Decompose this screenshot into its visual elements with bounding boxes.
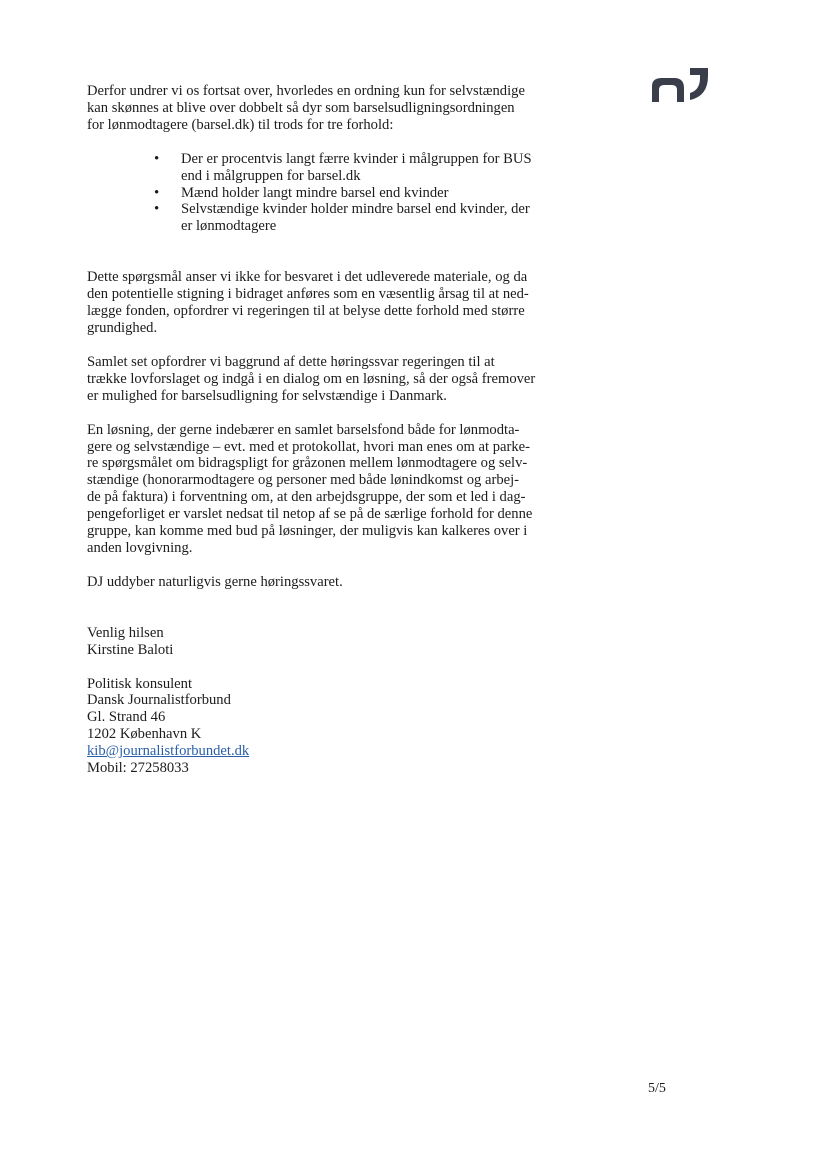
text-line: grundighed. [87,319,158,336]
text-line: • Mænd holder langt mindre barsel end kvinder [181,184,449,201]
paragraph-question [87,269,587,337]
text-line: kan skønnes at blive over dobbelt så dyr som barselsudligningsordningen [87,99,515,116]
text-line: Samlet set opfordrer vi baggrund af dette høringssvar regeringen til at [87,353,495,370]
street-address: Gl. Strand 46 [87,709,166,726]
paragraph-solution [87,422,587,557]
signer-name: Kirstine Baloti [87,641,174,658]
city-address: 1202 København K [87,726,202,743]
text-line: DJ uddyber naturligvis gerne høringssvaret. [87,573,343,590]
dj-logo-icon [650,66,710,104]
bullet-item [181,185,576,202]
text-line: end i målgruppen for barsel.dk [181,167,361,184]
text-line: gruppe, kan komme med bud på løsninger, der muligvis kan kalkeres over i [87,523,528,540]
intro-paragraph [87,83,587,134]
text-line: er lønmodtagere [181,218,277,235]
text-line: • Selvstændige kvinder holder mindre barsel end kvinder, der [181,201,530,218]
greeting: Venlig hilsen [87,624,164,641]
text-line: stændige (honorarmodtagere og personer med både lønindkomst og arbej- [87,472,520,489]
letter-body [87,83,587,777]
email-link[interactable]: kib@journalistforbundet.dk [87,743,250,760]
signer-title: Politisk konsulent [87,675,193,692]
signoff [87,625,587,659]
text-line: er mulighed for barselsudligning for selvstændige i Danmark. [87,387,447,404]
organization: Dansk Journalistforbund [87,692,231,709]
text-line: trække lovforslaget og indgå i en dialog om en løsning, så der også fremover [87,370,536,387]
text-line: pengeforliget er varslet nedsat til netop af se på de særlige forhold for denne [87,506,533,523]
text-line: for lønmodtagere (barsel.dk) til trods for tre forhold: [87,116,394,133]
text-line: den potentielle stigning i bidraget anføres som en væsentlig årsag til at ned- [87,286,529,303]
contact-block [87,676,587,777]
bullet-list [87,151,587,236]
text-line: lægge fonden, opfordrer vi regeringen til at belyse dette forhold med større [87,303,525,320]
text-line: Dette spørgsmål anser vi ikke for besvaret i det udleverede materiale, og da [87,269,528,286]
text-line: Derfor undrer vi os fortsat over, hvorledes en ordning kun for selvstændige [87,83,525,99]
text-line: de på faktura) i forventning om, at den arbejdsgruppe, der som et led i dag- [87,489,526,506]
paragraph-closing [87,574,587,591]
mobile-number: Mobil: 27258033 [87,760,189,777]
bullet-item [181,201,576,235]
text-line: En løsning, der gerne indebærer en samlet barselsfond både for lønmodta- [87,421,520,438]
text-line: anden lovgivning. [87,539,193,556]
bullet-item [181,151,576,185]
text-line: gere og selvstændige – evt. med et protokollat, hvori man enes om at parke- [87,438,530,455]
text-line: • Der er procentvis langt færre kvinder i målgruppen for BUS [181,150,532,167]
paragraph-recommendation [87,354,587,405]
text-line: re spørgsmålet om bidragspligt for gråzonen mellem lønmodtagere og selv- [87,455,528,472]
page-number: 5/5 [648,1081,666,1096]
